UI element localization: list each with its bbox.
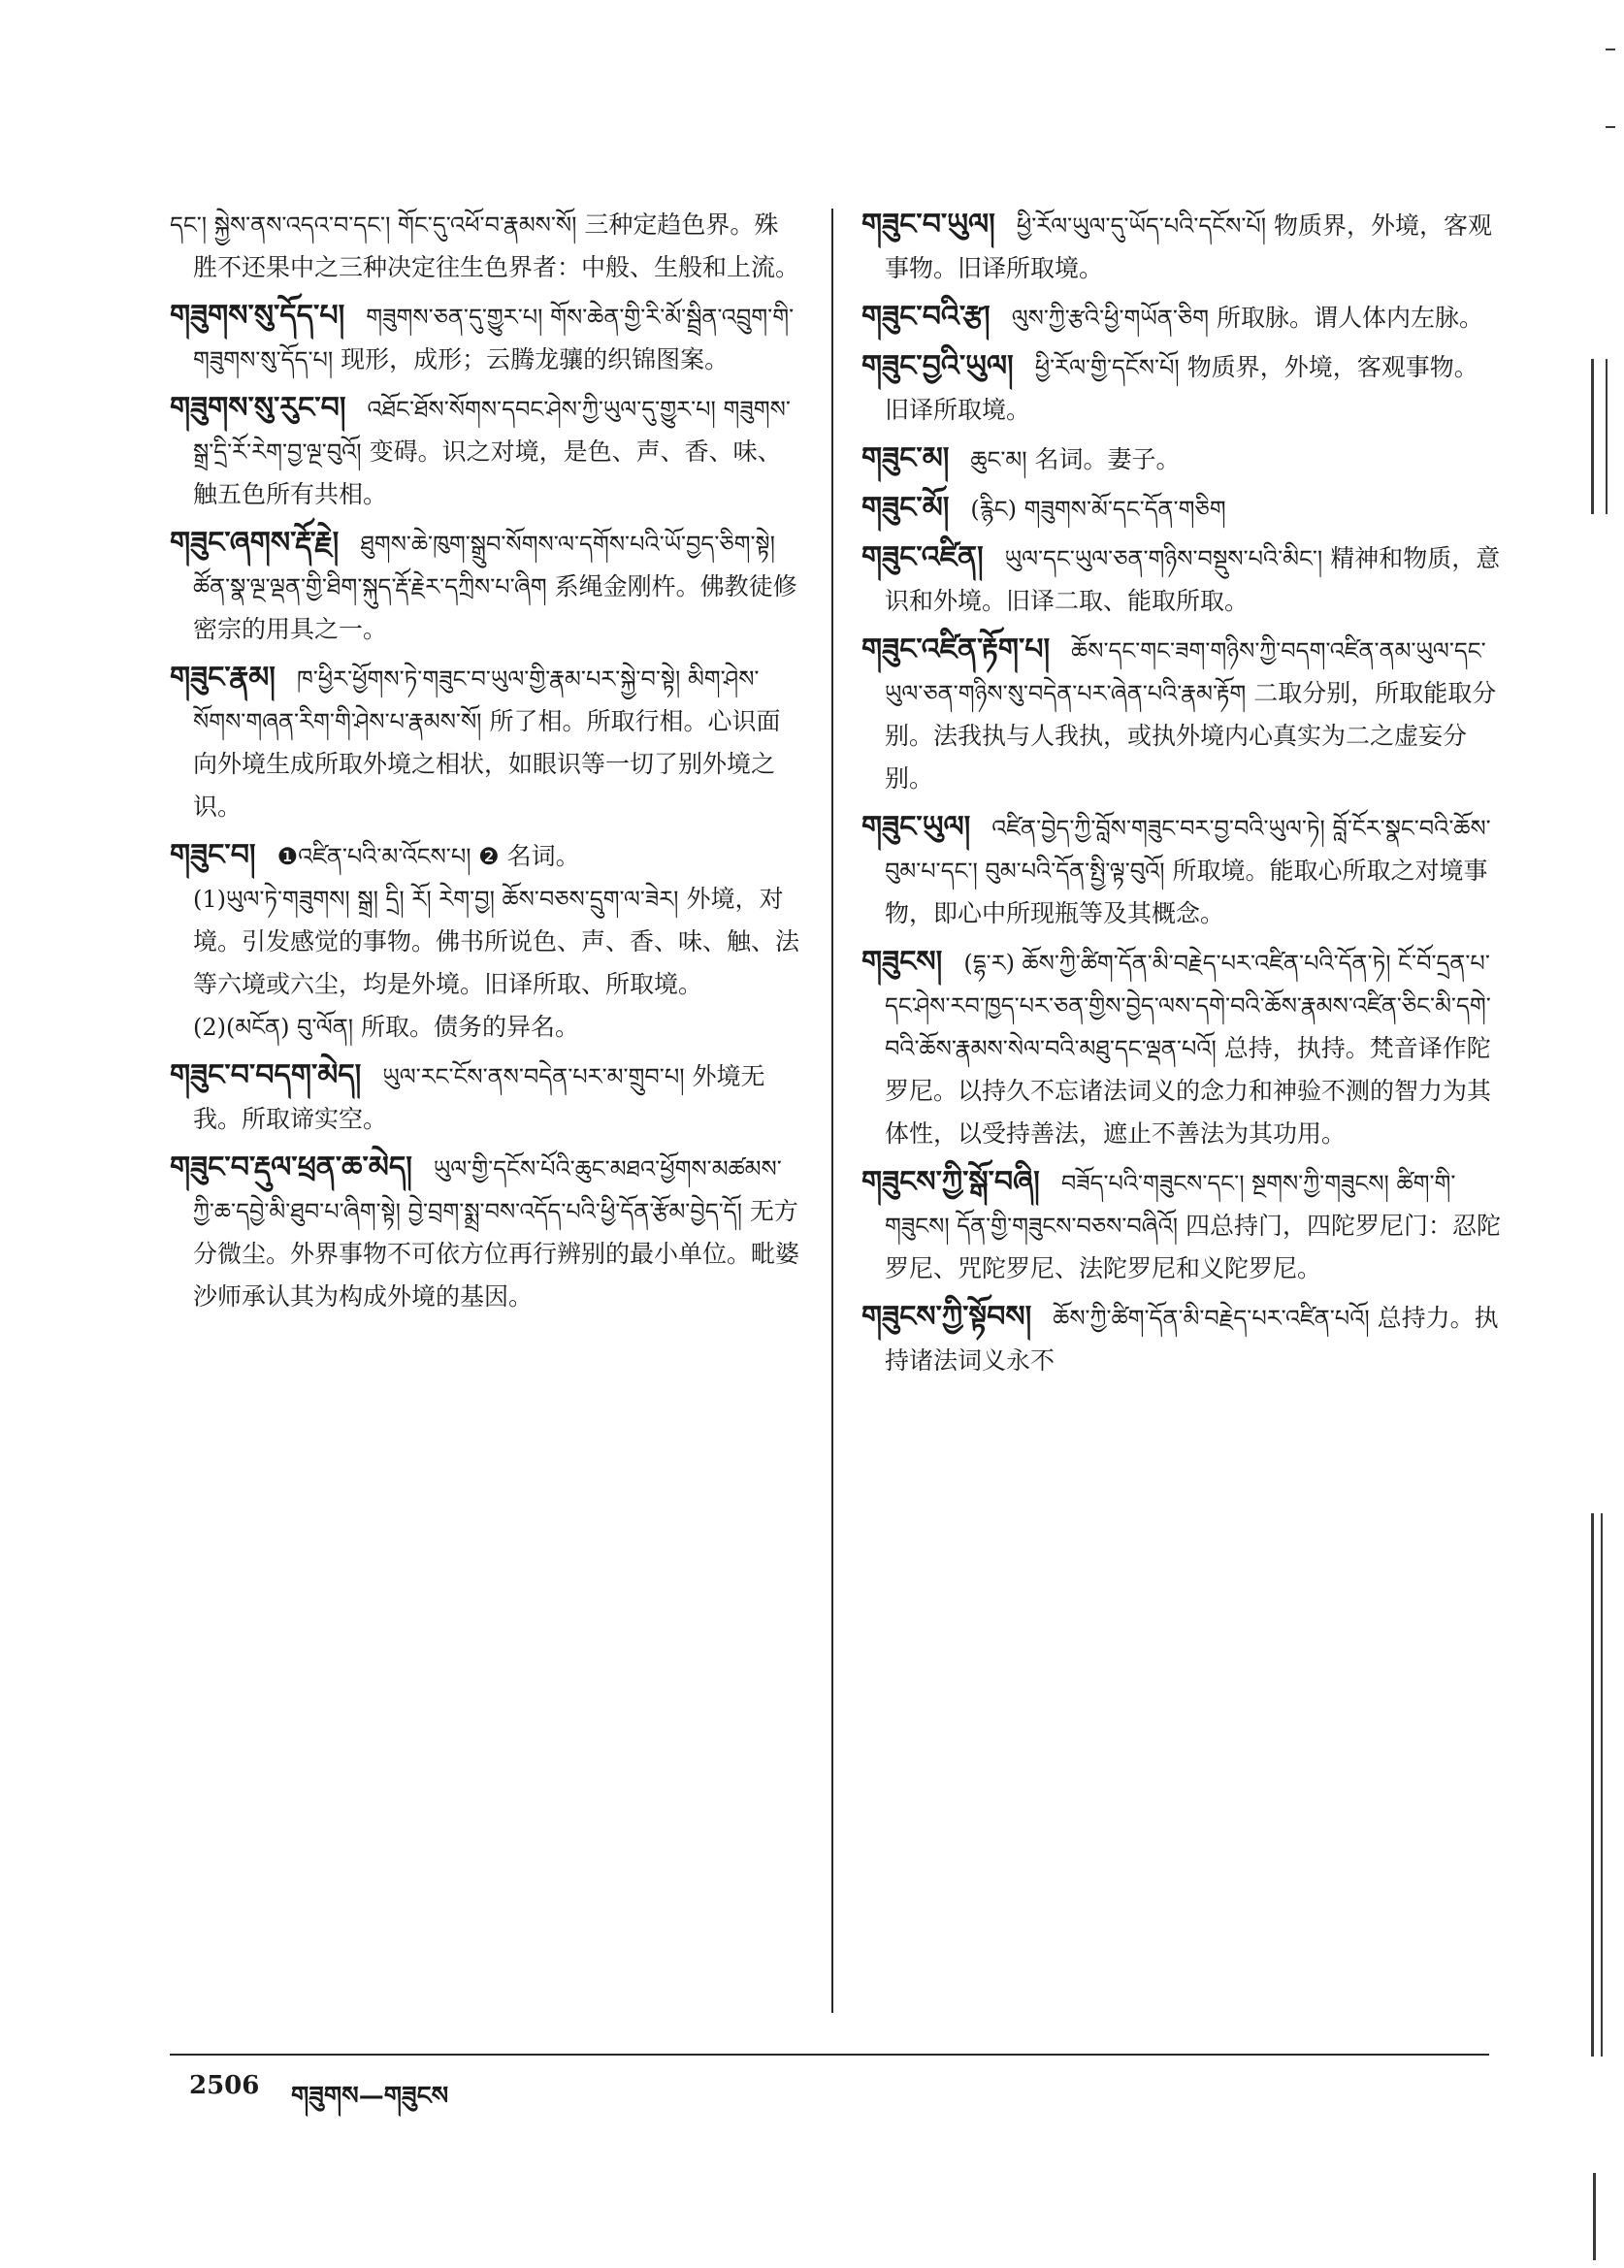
dictionary-entry <box>170 657 800 828</box>
running-head: གཟུགས—གཟུངས <box>291 2082 449 2111</box>
scan-edge-mark <box>1593 2173 1596 2260</box>
entry-tibetan-definition: ཆོས་དང་གང་ཟག་གཉིས་ཀྱི་བདག་འཛིན་ནམ་ཡུལ་དང་ཡུལ་ཅན་གཉིས་སུ་བདེན་པར་ཞེན་པའི་རྣམ་རྟོག <box>885 637 1486 707</box>
entry-headword: གཟུང་བ། <box>170 838 256 872</box>
entry-chinese-definition: 变碍。识之对境，是色、声、香、味、触五色所有共相。 <box>193 437 782 508</box>
sense-tibetan: (2)(མངོན) བུ་ལོན། <box>193 1014 354 1041</box>
entry-tibetan-definition: དང་། སྐྱེས་ནས་འདའ་བ་དང་། གོང་དུ་འཕོ་བ་རྣམས་སོ། <box>170 211 577 239</box>
entry-chinese-definition: 外境无我。所取谛实空。 <box>193 1062 765 1133</box>
entry-sense <box>193 878 800 1006</box>
dictionary-entry <box>170 522 800 651</box>
entry-headword: གཟུང་མོ། <box>861 491 950 525</box>
entry-headword: གཟུང་རྣམ། <box>170 661 276 695</box>
entry-headword: གཟུང་ཡུལ། <box>861 810 971 844</box>
entry-tibetan-definition: འཛིན་བྱེད་ཀྱི་བློས་གཟུང་བར་བྱ་བའི་ཡུལ་ཏེ། བློ་ངོར་སྣང་བའི་ཆོས་བུམ་པ་དང་། བུམ་པའི་དོན་སྤྱི་ལྟ་བུའོ། <box>885 815 1491 885</box>
entry-chinese-definition: 所了相。所取行相。心识面向外境生成所取外境之相状，如眼识等一切了别外境之识。 <box>193 707 781 821</box>
entry-headword: གཟུང་འཛིན་རྟོག་པ། <box>861 632 1051 666</box>
scan-edge-mark <box>1601 1513 1603 2057</box>
entry-tibetan-definition: ཡུལ་གྱི་དངོས་པོའི་ཆུང་མཐའ་ཕྱོགས་མཚམས་ཀྱི་ཆ་དབྱེ་མི་ཐུབ་པ་ཞིག་སྟེ། བྱེ་བྲག་སྨྲ་བས་འདོད་པའི་ཕྱི་དོན་རྩོམ་བྱེད་དོ། <box>193 1155 782 1225</box>
dictionary-entry <box>170 387 800 516</box>
entry-chinese-definition: 精神和物质，意识和外境。旧译二取、能取所取。 <box>885 544 1501 615</box>
entry-tibetan-definition: ཐུགས་ཆེ་ཁུག་སྒྲུབ་སོགས་ལ་དགོས་པའི་ཡོ་བྱད་ཅིག་སྟེ། ཚོན་སྣ་ལྔ་ལྡན་གྱི་ཐིག་སྐུད་རྡོ་རྗེར་དཀྲིས་པ་ཞིག <box>193 531 775 600</box>
dictionary-entry <box>861 536 1502 623</box>
dictionary-entry <box>861 345 1502 432</box>
dictionary-entry <box>170 1147 800 1318</box>
entry-headword: གཟུངས། <box>861 945 943 979</box>
dictionary-entry <box>170 204 800 289</box>
footer-rule <box>170 2054 1489 2056</box>
entry-chinese-definition: 三种定趋色界。殊胜不还果中之三种决定往生色界者：中般、生般和上流。 <box>193 211 800 281</box>
entry-headword: གཟུང་བའི་རྩ། <box>861 300 991 334</box>
entry-tibetan-definition: བཟོད་པའི་གཟུངས་དང་། སྔགས་ཀྱི་གཟུངས། ཚིག་གི་གཟུངས། དོན་གྱི་གཟུངས་བཅས་བཞིའོ། <box>885 1170 1456 1240</box>
entry-chinese-definition: 物质界，外境，客观事物。旧译所取境。 <box>885 211 1493 282</box>
right-column <box>861 204 1502 1388</box>
dictionary-entry <box>170 834 800 1049</box>
sense-chinese: 所取。债务的异名。 <box>361 1013 580 1041</box>
entry-sense <box>193 1006 800 1049</box>
dictionary-entry <box>861 1296 1502 1382</box>
entry-tibetan-definition: ལུས་ཀྱི་རྩའི་ཕྱི་གཡོན་ཅིག <box>1011 305 1210 332</box>
sense-chinese: 外境，对境。引发感觉的事物。佛书所说色、声、香、味、触、法等六境或六尘，均是外境。旧译所取、所取境。 <box>193 885 800 998</box>
dictionary-entry <box>170 1054 800 1141</box>
left-column <box>170 204 800 1324</box>
dictionary-entry <box>861 806 1502 935</box>
scan-edge-mark <box>1591 359 1594 514</box>
entry-headword: གཟུང་བ་རྡུལ་ཕྲན་ཆ་མེད། <box>170 1150 412 1184</box>
entry-headword: གཟུང་མ། <box>861 441 950 475</box>
scan-edge-mark <box>1591 1513 1594 2057</box>
entry-tibetan-definition: གཟུགས་ཅན་དུ་གྱུར་པ། གོས་ཆེན་གྱི་རི་མོ་སྦྲིན་འབྲུག་གི་གཟུགས་སུ་དོད་པ། <box>193 304 795 373</box>
dictionary-entry <box>861 1161 1502 1290</box>
entry-tibetan-definition: ཕྱི་རོལ་གྱི་དངོས་པོ། <box>1034 354 1180 381</box>
entry-tibetan-definition: ཆོས་ཀྱི་ཚིག་དོན་མི་བརྗེད་པར་འཛིན་པའོ། <box>1053 1305 1370 1332</box>
entry-chinese-definition: 总持，执持。梵音译作陀罗尼。以持久不忘诸法词义的念力和神验不测的智力为其体性，以受持善法，遮止不善法为其功用。 <box>885 1034 1492 1148</box>
dictionary-entry <box>861 437 1502 481</box>
dictionary-entry <box>861 204 1502 290</box>
entry-chinese-definition: 所取脉。谓人体内左脉。 <box>1216 304 1483 332</box>
scan-edge-mark <box>1606 126 1615 128</box>
entry-headword: གཟུགས་སུ་དོད་པ། <box>170 299 345 333</box>
entry-tibetan-definition: འཐོང་ཐོས་སོགས་དབང་ཤེས་ཀྱི་ཡུལ་དུ་གྱུར་པ། གཟུགས་སྒྲ་དྲི་རོ་རེག་བྱ་ལྔ་བུའོ། <box>193 396 791 466</box>
scan-edge-mark <box>1606 49 1615 50</box>
entry-tibetan-definition: ❶འཛིན་པའི་མ་འོངས་པ། ❷ <box>276 843 500 870</box>
entry-chinese-definition: 二取分别，所取能取分别。法我执与人我执，或执外境内心真实为二之虚妄分别。 <box>885 679 1497 793</box>
entry-chinese-definition: 无方分微尘。外界事物不可依方位再行辨别的最小单位。毗婆沙师承认其为构成外境的基因。 <box>193 1197 800 1311</box>
entry-tibetan-definition: ཆུང་མ། <box>970 446 1027 473</box>
column-divider <box>831 209 833 2013</box>
page-number: 2506 <box>189 2071 260 2100</box>
entry-tibetan-definition: ཕྱི་རོལ་ཡུལ་དུ་ཡོད་པའི་དངོས་པོ། <box>1016 212 1267 240</box>
entry-headword: གཟུང་འཛིན། <box>861 540 984 574</box>
entry-headword: གཟུགས་སུ་རུང་བ། <box>170 391 346 425</box>
entry-tibetan-definition: (རྙིང) གཟུགས་མོ་དང་དོན་གཅིག <box>970 496 1226 523</box>
entry-tibetan-definition: ཡུལ་རང་ངོས་ནས་བདེན་པར་མ་གྲུབ་པ། <box>382 1063 685 1090</box>
entry-headword: གཟུང་བྱའི་ཡུལ། <box>861 349 1014 383</box>
entry-headword: གཟུང་ཞགས་རྡོ་རྗེ། <box>170 526 340 560</box>
entry-chinese-definition: 四总持门，四陀罗尼门：忍陀罗尼、咒陀罗尼、法陀罗尼和义陀罗尼。 <box>885 1212 1502 1282</box>
entry-headword: གཟུང་བ་བདག་མེད། <box>170 1058 362 1092</box>
entry-chinese-definition: 所取境。能取心所取之对境事物，即心中所现瓶等及其概念。 <box>885 857 1488 927</box>
dictionary-entry <box>170 295 800 381</box>
dictionary-entry <box>861 296 1502 340</box>
entry-tibetan-definition: ཁ་ཕྱིར་ཕྱོགས་ཏེ་གཟུང་བ་ཡུལ་གྱི་རྣམ་པར་སྐྱེ་བ་སྟེ། མིག་ཤེས་སོགས་གཞན་རིག་གི་ཤེས་པ་རྣམས་སོ། <box>193 665 760 735</box>
entry-chinese-definition: 现形，成形；云腾龙骧的织锦图案。 <box>341 345 730 373</box>
entry-chinese-definition: 名词。 <box>506 842 580 870</box>
dictionary-entry <box>861 487 1502 531</box>
entry-headword: གཟུངས་ཀྱི་སྟོབས། <box>861 1300 1032 1334</box>
entry-chinese-definition: 系绳金刚杵。佛教徒修密宗的用具之一。 <box>193 572 797 643</box>
entry-chinese-definition: 总持力。执持诸法词义永不 <box>885 1304 1499 1375</box>
entry-headword: གཟུང་བ་ཡུལ། <box>861 208 995 242</box>
entry-tibetan-definition: (དྷ་ར) ཆོས་ཀྱི་ཚིག་དོན་མི་བརྗེད་པར་འཛིན་པའི་དོན་ཏེ། ངོ་བོ་དྲན་པ་དང་ཤེས་རབ་ཁྱད་པར་ཅན་གྱིས་བྱེད་ལས་དགེ་བའི་ཆོས་རྣམས་འཛིན་ཅིང་མི་དགེ་བའི་ཆོས་རྣམས་སེལ་བའི་མཐུ་དང་ལྡན་པའོ། <box>885 950 1491 1062</box>
entry-chinese-definition: 物质界，外境，客观事物。旧译所取境。 <box>885 353 1478 424</box>
scan-edge-mark <box>1606 359 1608 514</box>
sense-tibetan: (1)ཡུལ་ཏེ་གཟུགས། སྒྲ། དྲི། རོ། རེག་བྱ། ཆོས་བཅས་དྲུག་ལ་ཟེར། <box>193 886 679 913</box>
entry-headword: གཟུངས་ཀྱི་སྒོ་བཞི། <box>861 1165 1040 1199</box>
entry-chinese-definition: 名词。妻子。 <box>1034 445 1181 473</box>
dictionary-entry <box>861 941 1502 1155</box>
entry-tibetan-definition: ཡུལ་དང་ཡུལ་ཅན་གཉིས་བསྡུས་པའི་མིང་། <box>1004 545 1323 572</box>
dictionary-entry <box>861 629 1502 800</box>
